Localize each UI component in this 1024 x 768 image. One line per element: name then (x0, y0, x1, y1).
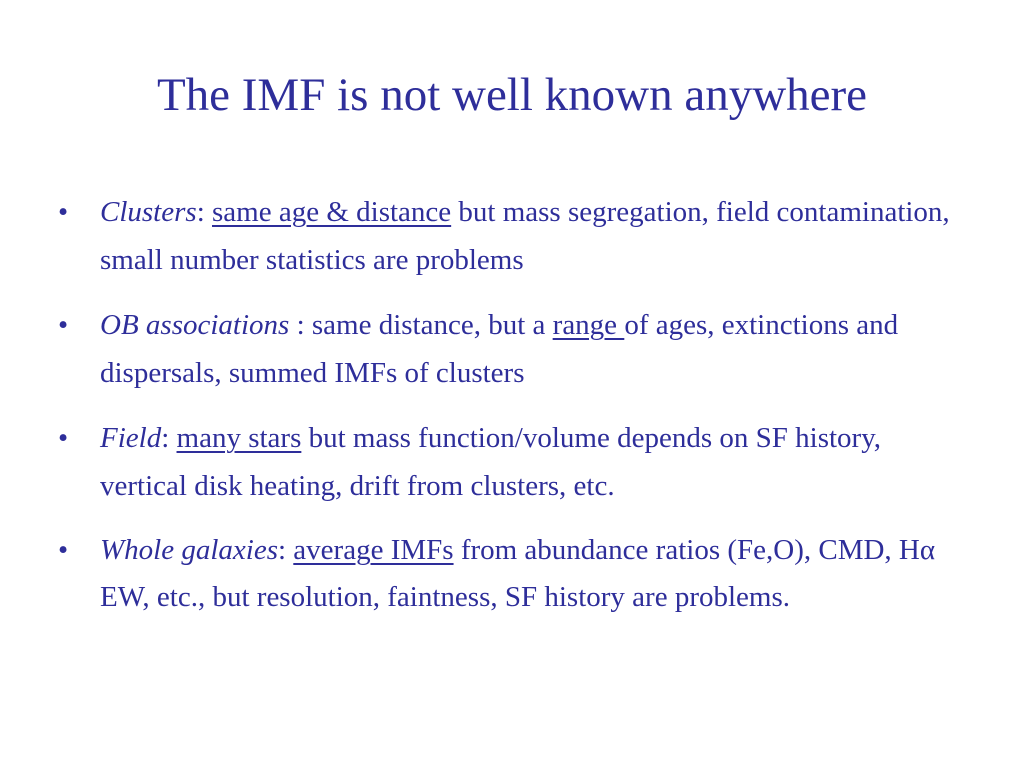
bullet-separator: : (277, 534, 294, 566)
bullet-marker: • (58, 534, 69, 566)
bullet-item-clusters (58, 188, 963, 284)
bullet-lead: Clusters (100, 196, 197, 228)
bullet-underlined: average IMFs (293, 534, 454, 566)
bullet-lead: Field (100, 422, 162, 454)
bullet-marker: • (58, 196, 69, 228)
bullet-underlined: same age & distance (212, 196, 452, 228)
bullet-marker: • (58, 309, 69, 341)
bullet-marker: • (58, 422, 69, 454)
bullet-item-ob-associations (58, 301, 963, 397)
bullet-lead: Whole galaxies (100, 534, 278, 566)
bullet-lead: OB associations (100, 309, 290, 341)
bullet-separator: : same distance, but a (289, 309, 553, 341)
bullet-text: from abundance ratios (Fe,O), CMD, Hα EW, etc., but resolution, faintness, SF history are problems. (100, 534, 936, 613)
bullet-separator: : (196, 196, 212, 228)
bullet-underlined: many stars (176, 422, 302, 454)
bullet-separator: : (161, 422, 177, 454)
bullet-text: of ages, extinctions and dispersals, summed IMFs of clusters (100, 309, 899, 389)
bullet-item-field (58, 414, 963, 510)
slide-title: The IMF is not well known anywhere (156, 69, 868, 121)
bullet-underlined: range (552, 309, 625, 341)
bullet-list (58, 188, 963, 638)
bullet-item-whole-galaxies (58, 527, 963, 621)
bullet-text: but mass function/volume depends on SF history, vertical disk heating, drift from clusters, etc. (100, 422, 882, 502)
bullet-text: but mass segregation, field contamination, small number statistics are problems (100, 196, 950, 276)
